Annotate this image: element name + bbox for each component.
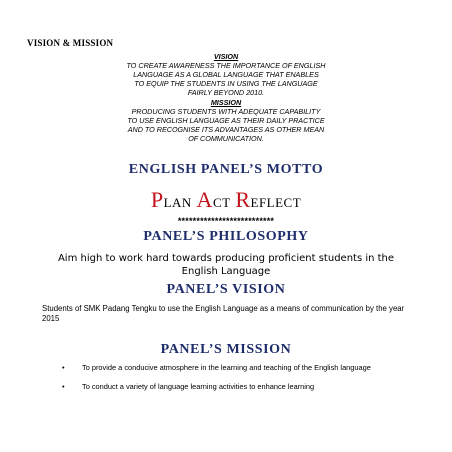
motto-word bbox=[196, 187, 231, 212]
vision-block-title: VISION bbox=[213, 52, 239, 61]
separator: ************************** bbox=[177, 216, 275, 226]
motto-initial: P bbox=[150, 187, 164, 212]
vision-block bbox=[60, 52, 392, 97]
mission-block-title: MISSION bbox=[210, 98, 242, 107]
motto-rest: LAN bbox=[163, 195, 192, 210]
mission-line: PRODUCING STUDENTS WITH ADEQUATE CAPABILITY bbox=[131, 107, 321, 116]
motto-word bbox=[235, 187, 302, 212]
panel-vision-title: PANEL’S VISION bbox=[166, 282, 286, 297]
vision-line: TO EQUIP THE STUDENTS IN USING THE LANGUAGE bbox=[134, 79, 318, 88]
vision-line: FAIRLY BEYOND 2010. bbox=[187, 88, 265, 97]
mission-line: AND TO RECOGNISE ITS ADVANTAGES AS OTHER MEAN bbox=[127, 125, 325, 134]
motto-rest: EFLECT bbox=[250, 195, 302, 210]
motto-initial: R bbox=[235, 187, 251, 212]
motto-title: ENGLISH PANEL’S MOTTO bbox=[128, 162, 324, 177]
panel-mission-list bbox=[62, 363, 392, 392]
vision-line: LANGUAGE AS A GLOBAL LANGUAGE THAT ENABLES bbox=[133, 70, 319, 79]
list-item bbox=[62, 382, 392, 392]
mission-line: OF COMMUNICATION. bbox=[188, 134, 264, 143]
motto-word bbox=[150, 187, 192, 212]
mission-block bbox=[60, 98, 392, 143]
panel-mission-title: PANEL’S MISSION bbox=[160, 342, 292, 357]
philosophy-title: PANEL’S PHILOSOPHY bbox=[143, 229, 309, 244]
list-item bbox=[62, 363, 392, 373]
motto bbox=[0, 187, 452, 213]
mission-item-text: To provide a conducive atmosphere in the learning and teaching of the English language bbox=[82, 363, 371, 372]
mission-item-text: To conduct a variety of language learning activities to enhance learning bbox=[82, 382, 315, 391]
panel-vision-text: Students of SMK Padang Tengku to use the English Language as a means of communication by the year 2015 bbox=[42, 304, 405, 323]
page-heading: VISION & MISSION bbox=[27, 38, 114, 48]
mission-line: TO USE ENGLISH LANGUAGE AS THEIR DAILY PRACTICE bbox=[127, 116, 325, 125]
bullet-icon: • bbox=[62, 382, 65, 391]
bullet-icon: • bbox=[62, 363, 65, 372]
motto-initial: A bbox=[196, 187, 213, 212]
motto-rest: CT bbox=[212, 195, 231, 210]
vision-line: TO CREATE AWARENESS THE IMPORTANCE OF ENGLISH bbox=[126, 61, 326, 70]
philosophy-text: Aim high to work hard towards producing proficient students in the English Language bbox=[57, 253, 395, 277]
